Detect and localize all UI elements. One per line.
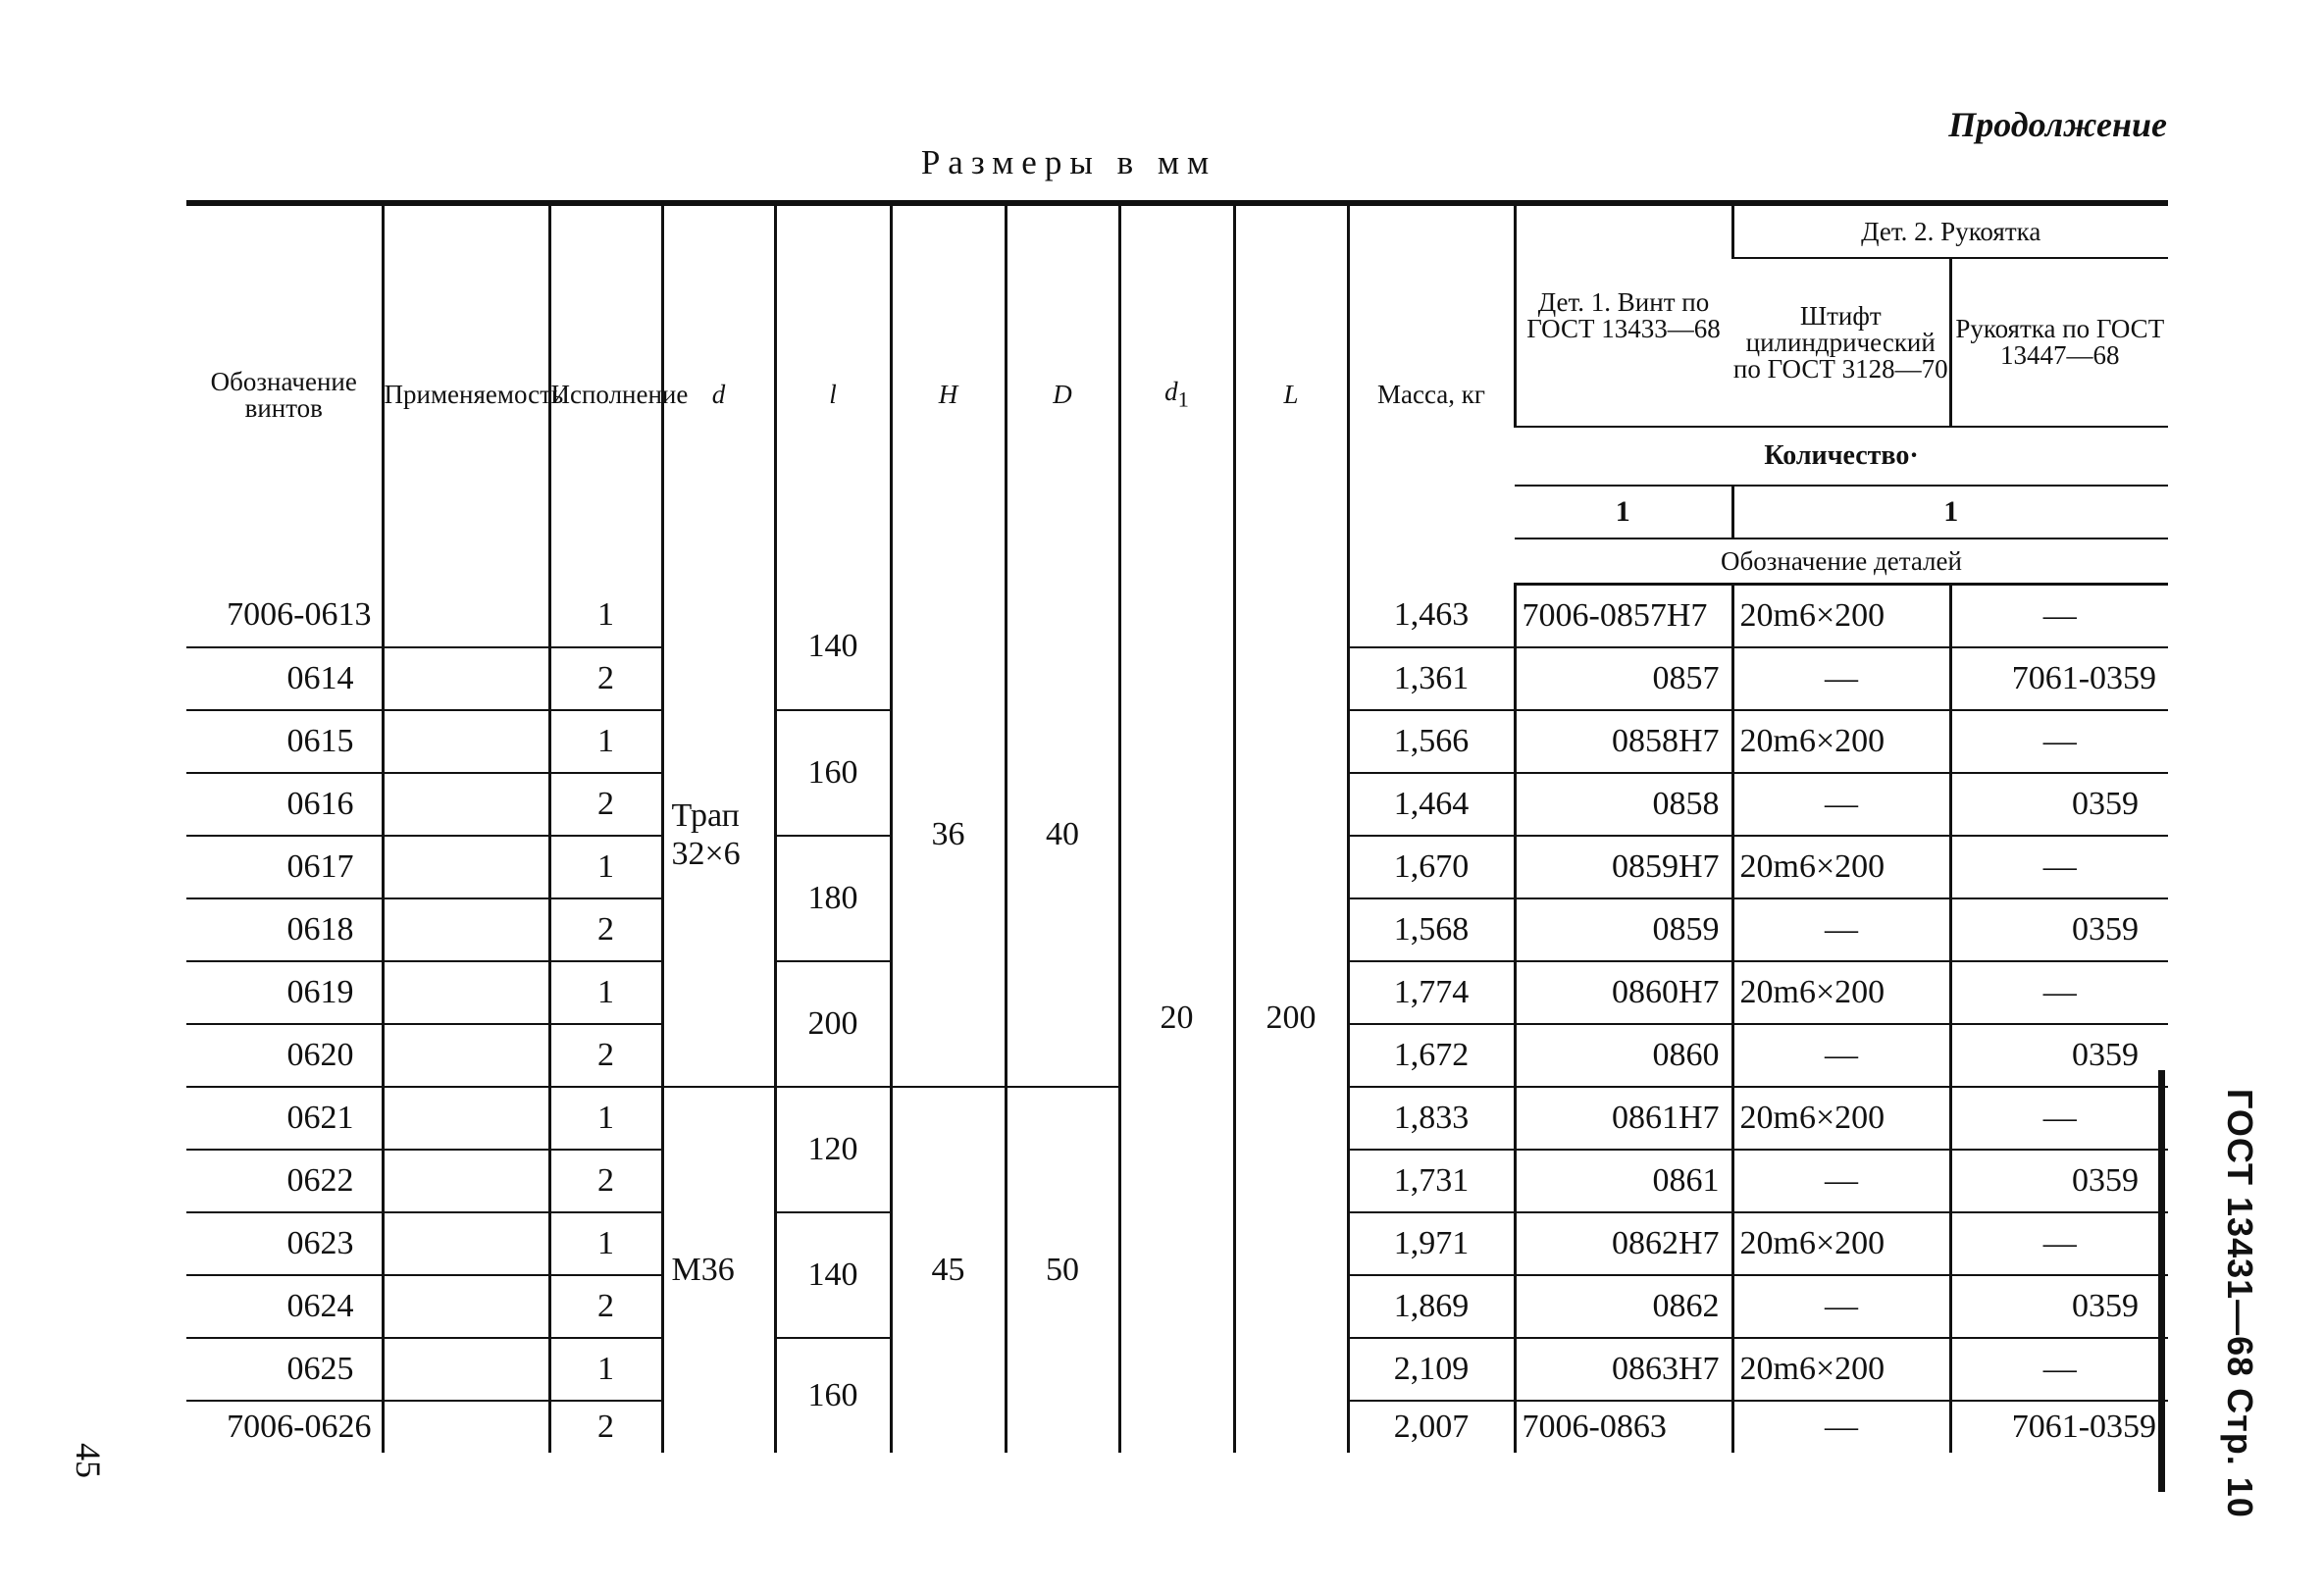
D-cell: 50	[1006, 1087, 1119, 1453]
d-thread-m36: М36	[662, 1087, 775, 1453]
mass-cell: 1,670	[1348, 836, 1515, 898]
header-mass: Масса, кг	[1348, 203, 1515, 585]
version-cell: 2	[549, 1401, 662, 1453]
screw-cell: 0863Н7	[1515, 1338, 1732, 1401]
pin-cell: —	[1732, 647, 1950, 710]
d1-cell: 20	[1119, 585, 1234, 1454]
header-l: l	[775, 203, 891, 585]
designation-cell: 0620	[186, 1024, 383, 1087]
mass-cell: 1,672	[1348, 1024, 1515, 1087]
version-cell: 1	[549, 1338, 662, 1401]
header-applicability: Применяемость	[383, 203, 549, 585]
applicability-cell	[383, 836, 549, 898]
H-cell: 45	[891, 1087, 1006, 1453]
header-handle: Рукоятка по ГОСТ 13447—68	[1950, 258, 2168, 427]
applicability-cell	[383, 1024, 549, 1087]
header-qty-1: 1	[1515, 486, 1732, 539]
pin-cell: —	[1732, 1275, 1950, 1338]
pin-cell: 20m6×200	[1732, 1212, 1950, 1275]
screw-cell: 0857	[1515, 647, 1732, 710]
mass-cell: 1,869	[1348, 1275, 1515, 1338]
screw-cell: 0861	[1515, 1150, 1732, 1212]
handle-cell: 0359	[1950, 1150, 2168, 1212]
pin-cell: 20m6×200	[1732, 1338, 1950, 1401]
pin-cell: 20m6×200	[1732, 961, 1950, 1024]
screw-cell: 0858	[1515, 773, 1732, 836]
applicability-cell	[383, 647, 549, 710]
pin-cell: —	[1732, 773, 1950, 836]
applicability-cell	[383, 898, 549, 961]
mass-cell: 1,464	[1348, 773, 1515, 836]
version-cell: 1	[549, 1087, 662, 1150]
pin-cell: —	[1732, 898, 1950, 961]
version-cell: 2	[549, 647, 662, 710]
mass-cell: 1,463	[1348, 585, 1515, 648]
handle-cell: 0359	[1950, 773, 2168, 836]
D-cell: 40	[1006, 585, 1119, 1088]
screw-cell: 0862	[1515, 1275, 1732, 1338]
applicability-cell	[383, 773, 549, 836]
standard-side-label: ГОСТ 13431—68 Стр. 10	[2220, 1089, 2260, 1518]
l-cell: 160	[775, 1338, 891, 1453]
header-d: d	[662, 203, 775, 585]
applicability-cell	[383, 1401, 549, 1453]
l-cell: 160	[775, 710, 891, 836]
version-cell: 1	[549, 585, 662, 648]
applicability-cell	[383, 710, 549, 773]
l-cell: 140	[775, 585, 891, 711]
pin-cell: 20m6×200	[1732, 710, 1950, 773]
header-details: Обозначение деталей	[1515, 539, 2168, 585]
screw-cell: 0859Н7	[1515, 836, 1732, 898]
version-cell: 2	[549, 1024, 662, 1087]
applicability-cell	[383, 1275, 549, 1338]
l-cell: 140	[775, 1212, 891, 1338]
pin-cell: —	[1732, 1401, 1950, 1453]
mass-cell: 1,971	[1348, 1212, 1515, 1275]
designation-cell: 0619	[186, 961, 383, 1024]
screw-cell: 0861Н7	[1515, 1087, 1732, 1150]
pin-cell: —	[1732, 1150, 1950, 1212]
handle-cell: —	[1950, 1212, 2168, 1275]
designation-cell: 0621	[186, 1087, 383, 1150]
pin-cell: 20m6×200	[1732, 585, 1950, 648]
header-pin: Штифт цилиндрический по ГОСТ 3128—70	[1732, 300, 1948, 384]
applicability-cell	[383, 1212, 549, 1275]
H-cell: 36	[891, 585, 1006, 1088]
header-L: L	[1234, 203, 1348, 585]
header-part2: Дет. 2. Рукоятка	[1732, 203, 2168, 258]
handle-cell: 7061-0359	[1950, 1401, 2168, 1453]
version-cell: 1	[549, 836, 662, 898]
applicability-cell	[383, 1150, 549, 1212]
designation-cell: 0624	[186, 1275, 383, 1338]
handle-cell: 0359	[1950, 1275, 2168, 1338]
l-cell: 200	[775, 961, 891, 1087]
designation-cell: 0618	[186, 898, 383, 961]
designation-cell: 0616	[186, 773, 383, 836]
mass-cell: 2,109	[1348, 1338, 1515, 1401]
version-cell: 1	[549, 961, 662, 1024]
handle-cell: —	[1950, 585, 2168, 648]
version-cell: 2	[549, 1275, 662, 1338]
pin-cell: 20m6×200	[1732, 836, 1950, 898]
header-designation: Обозначение винтов	[210, 366, 357, 423]
applicability-cell	[383, 961, 549, 1024]
header-d1: $d_1$	[1119, 203, 1234, 585]
handle-cell: —	[1950, 836, 2168, 898]
header-qty-2: 1	[1732, 486, 2168, 539]
screw-cell: 0862Н7	[1515, 1212, 1732, 1275]
dimensions-table	[186, 200, 2168, 1453]
screw-cell: 7006-0857Н7	[1515, 585, 1732, 648]
designation-cell: 0617	[186, 836, 383, 898]
mass-cell: 2,007	[1348, 1401, 1515, 1453]
screw-cell: 0858Н7	[1515, 710, 1732, 773]
designation-cell: 0623	[186, 1212, 383, 1275]
header-version: Исполнение	[549, 203, 662, 585]
designation-cell: 0614	[186, 647, 383, 710]
handle-cell: —	[1950, 1087, 2168, 1150]
mass-cell: 1,731	[1348, 1150, 1515, 1212]
handle-cell: 7061-0359	[1950, 647, 2168, 710]
mass-cell: 1,833	[1348, 1087, 1515, 1150]
designation-cell: 7006-0626	[227, 1409, 372, 1445]
version-cell: 1	[549, 710, 662, 773]
header-D: D	[1006, 203, 1119, 585]
version-cell: 2	[549, 898, 662, 961]
applicability-cell	[383, 585, 549, 648]
screw-cell: 0859	[1515, 898, 1732, 961]
handle-cell: —	[1950, 710, 2168, 773]
version-cell: 2	[549, 773, 662, 836]
screw-cell: 0860	[1515, 1024, 1732, 1087]
handle-cell: —	[1950, 961, 2168, 1024]
handle-cell: 0359	[1950, 1024, 2168, 1087]
L-cell: 200	[1234, 585, 1348, 1454]
mass-cell: 1,566	[1348, 710, 1515, 773]
designation-cell: 0615	[186, 710, 383, 773]
applicability-cell	[383, 1338, 549, 1401]
screw-cell: 0860Н7	[1515, 961, 1732, 1024]
header-part1: Дет. 1. Винт по ГОСТ 13433—68	[1515, 203, 1732, 427]
d-thread-trap: Трап 32×6	[662, 585, 775, 1088]
mass-cell: 1,361	[1348, 647, 1515, 710]
applicability-cell	[383, 1087, 549, 1150]
version-cell: 1	[549, 1212, 662, 1275]
handle-cell: —	[1950, 1338, 2168, 1401]
header-quantity: Количество·	[1515, 427, 2168, 486]
pin-cell: —	[1732, 1024, 1950, 1087]
page-number: 45	[69, 1443, 108, 1478]
mass-cell: 1,774	[1348, 961, 1515, 1024]
pin-cell: 20m6×200	[1732, 1087, 1950, 1150]
designation-cell: 0622	[186, 1150, 383, 1212]
sizes-caption: Размеры в мм	[920, 143, 1217, 181]
mass-cell: 1,568	[1348, 898, 1515, 961]
designation-cell: 7006-0613	[186, 585, 383, 648]
continuation-label: Продолжение	[1948, 105, 2167, 144]
handle-cell: 0359	[1950, 898, 2168, 961]
screw-cell: 7006-0863	[1515, 1401, 1732, 1453]
version-cell: 2	[549, 1150, 662, 1212]
l-cell: 120	[775, 1087, 891, 1212]
l-cell: 180	[775, 836, 891, 961]
designation-cell: 0625	[186, 1338, 383, 1401]
header-H: H	[891, 203, 1006, 585]
